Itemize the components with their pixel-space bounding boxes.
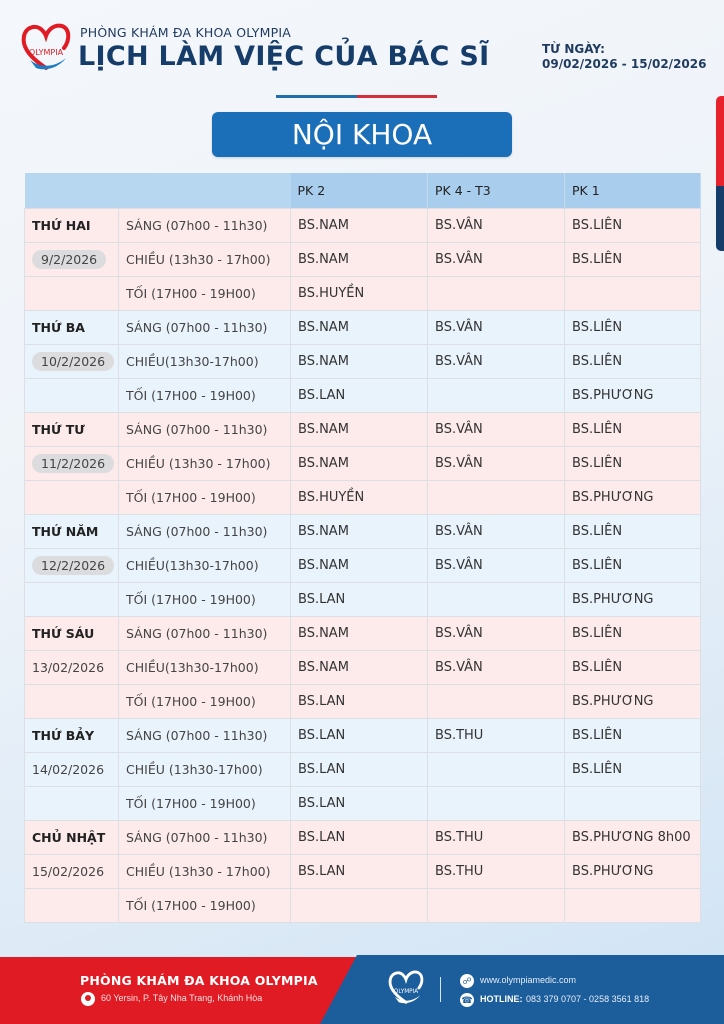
shift-cell: SÁNG (07h00 - 11h30) bbox=[119, 821, 291, 855]
day-date-cell bbox=[25, 651, 119, 685]
shift-cell: CHIỀU (13h30-17h00) bbox=[119, 753, 291, 787]
pk4-t3-doctor-cell: BS.VÂN bbox=[428, 209, 565, 243]
shift-cell: CHIỀU(13h30-17h00) bbox=[119, 345, 291, 379]
table-row bbox=[25, 855, 701, 889]
day-date: 9/2/2026 bbox=[32, 250, 106, 269]
day-date: 15/02/2026 bbox=[32, 863, 105, 879]
pk4-t3-doctor-cell: BS.VÂN bbox=[428, 515, 565, 549]
pk1-doctor-cell: BS.LIÊN bbox=[565, 311, 701, 345]
date-label: TỪ NGÀY: bbox=[542, 42, 605, 56]
pk2-doctor-cell: BS.NAM bbox=[291, 651, 428, 685]
day-date-cell bbox=[25, 753, 119, 787]
table-row bbox=[25, 821, 701, 855]
pk1-doctor-cell: BS.PHƯƠNG bbox=[565, 481, 701, 515]
olympia-logo bbox=[18, 22, 74, 74]
shift-cell: SÁNG (07h00 - 11h30) bbox=[119, 311, 291, 345]
day-date-cell bbox=[25, 243, 119, 277]
pk2-doctor-cell: BS.LAN bbox=[291, 685, 428, 719]
globe-icon: ☍ bbox=[460, 974, 474, 988]
footer-separator bbox=[440, 977, 441, 1002]
table-row bbox=[25, 379, 701, 413]
shift-cell: SÁNG (07h00 - 11h30) bbox=[119, 515, 291, 549]
day-name: THỨ BẢY bbox=[25, 719, 119, 753]
day-date: 13/02/2026 bbox=[32, 659, 105, 675]
pk4-t3-doctor-cell: BS.THU bbox=[428, 855, 565, 889]
pk4-t3-doctor-cell: BS.VÂN bbox=[428, 243, 565, 277]
pk4-t3-doctor-cell: BS.VÂN bbox=[428, 345, 565, 379]
day-name: THỨ BA bbox=[25, 311, 119, 345]
shift-cell: SÁNG (07h00 - 11h30) bbox=[119, 719, 291, 753]
pk1-doctor-cell: BS.PHƯƠNG 8h00 bbox=[565, 821, 701, 855]
shift-cell: TỐI (17H00 - 19H00) bbox=[119, 889, 291, 923]
table-row bbox=[25, 481, 701, 515]
shift-cell: TỐI (17H00 - 19H00) bbox=[119, 277, 291, 311]
pk2-doctor-cell: BS.NAM bbox=[291, 243, 428, 277]
table-row bbox=[25, 277, 701, 311]
shift-cell: CHIỀU(13h30-17h00) bbox=[119, 549, 291, 583]
pk1-doctor-cell: BS.PHƯƠNG bbox=[565, 379, 701, 413]
empty-day-cell bbox=[25, 481, 119, 515]
day-name: CHỦ NHẬT bbox=[25, 821, 119, 855]
pk2-doctor-cell: BS.LAN bbox=[291, 719, 428, 753]
date-range: 09/02/2026 - 15/02/2026 bbox=[542, 57, 707, 71]
empty-day-cell bbox=[25, 379, 119, 413]
pk2-doctor-cell: BS.NAM bbox=[291, 549, 428, 583]
empty-day-cell bbox=[25, 889, 119, 923]
title-divider-blue bbox=[276, 95, 357, 98]
footer-clinic-name: PHÒNG KHÁM ĐA KHOA OLYMPIA bbox=[80, 973, 318, 988]
shift-cell: SÁNG (07h00 - 11h30) bbox=[119, 209, 291, 243]
column-header-shift bbox=[119, 173, 291, 209]
pk4-t3-doctor-cell: BS.VÂN bbox=[428, 311, 565, 345]
day-date: 14/02/2026 bbox=[32, 761, 105, 777]
shift-cell: TỐI (17H00 - 19H00) bbox=[119, 685, 291, 719]
pk1-doctor-cell: BS.PHƯƠNG bbox=[565, 583, 701, 617]
side-accent-tab bbox=[716, 96, 724, 251]
day-date: 12/2/2026 bbox=[32, 556, 114, 575]
pk4-t3-doctor-cell bbox=[428, 583, 565, 617]
page-title: LỊCH LÀM VIỆC CỦA BÁC SĨ bbox=[78, 41, 490, 72]
pk2-doctor-cell: BS.LAN bbox=[291, 787, 428, 821]
footer-hotline-label: HOTLINE: bbox=[480, 994, 523, 1004]
day-date-cell bbox=[25, 345, 119, 379]
pk1-doctor-cell: BS.LIÊN bbox=[565, 515, 701, 549]
shift-cell: CHIỀU (13h30 - 17h00) bbox=[119, 447, 291, 481]
pk1-doctor-cell: BS.LIÊN bbox=[565, 719, 701, 753]
footer-website[interactable]: www.olympiamedic.com bbox=[480, 975, 577, 985]
footer-address: 60 Yersin, P. Tây Nha Trang, Khánh Hòa bbox=[101, 993, 263, 1003]
shift-cell: TỐI (17H00 - 19H00) bbox=[119, 481, 291, 515]
pk1-doctor-cell: BS.LIÊN bbox=[565, 447, 701, 481]
table-row bbox=[25, 413, 701, 447]
footer-olympia-logo bbox=[386, 968, 426, 1008]
column-header-pk1: PK 1 bbox=[565, 173, 701, 209]
table-row bbox=[25, 515, 701, 549]
pk1-doctor-cell: BS.LIÊN bbox=[565, 413, 701, 447]
svg-text:OLYMPIA: OLYMPIA bbox=[393, 989, 419, 995]
pk4-t3-doctor-cell bbox=[428, 379, 565, 413]
shift-cell: TỐI (17H00 - 19H00) bbox=[119, 787, 291, 821]
department-banner: NỘI KHOA bbox=[212, 112, 512, 157]
pk4-t3-doctor-cell: BS.VÂN bbox=[428, 651, 565, 685]
pk2-doctor-cell: BS.NAM bbox=[291, 413, 428, 447]
pk4-t3-doctor-cell bbox=[428, 787, 565, 821]
column-header-pk2: PK 2 bbox=[291, 173, 428, 209]
table-header-row bbox=[25, 173, 701, 209]
day-date-cell bbox=[25, 549, 119, 583]
pk4-t3-doctor-cell bbox=[428, 753, 565, 787]
table-row bbox=[25, 787, 701, 821]
day-date-cell bbox=[25, 447, 119, 481]
table-row bbox=[25, 583, 701, 617]
table-row bbox=[25, 447, 701, 481]
clinic-name: PHÒNG KHÁM ĐA KHOA OLYMPIA bbox=[80, 25, 291, 40]
table-row bbox=[25, 889, 701, 923]
footer-hotline[interactable]: 083 379 0707 - 0258 3561 818 bbox=[526, 994, 650, 1004]
pk4-t3-doctor-cell: BS.VÂN bbox=[428, 617, 565, 651]
day-date-cell bbox=[25, 855, 119, 889]
empty-day-cell bbox=[25, 787, 119, 821]
phone-icon: ☎ bbox=[461, 995, 473, 1005]
pk2-doctor-cell: BS.LAN bbox=[291, 821, 428, 855]
table-row bbox=[25, 651, 701, 685]
table-row bbox=[25, 345, 701, 379]
day-name: THỨ NĂM bbox=[25, 515, 119, 549]
column-header-pk4-t3: PK 4 - T3 bbox=[428, 173, 565, 209]
pk2-doctor-cell: BS.HUYỀN bbox=[291, 277, 428, 311]
shift-cell: CHIỀU (13h30 - 17h00) bbox=[119, 855, 291, 889]
pk2-doctor-cell: BS.LAN bbox=[291, 379, 428, 413]
shift-cell: TỐI (17H00 - 19H00) bbox=[119, 379, 291, 413]
pk2-doctor-cell bbox=[291, 889, 428, 923]
pk1-doctor-cell: BS.LIÊN bbox=[565, 651, 701, 685]
pk1-doctor-cell: BS.LIÊN bbox=[565, 753, 701, 787]
pk1-doctor-cell: BS.LIÊN bbox=[565, 345, 701, 379]
schedule-table bbox=[24, 173, 701, 923]
pk1-doctor-cell: BS.PHƯƠNG bbox=[565, 685, 701, 719]
pk2-doctor-cell: BS.LAN bbox=[291, 753, 428, 787]
day-name: THỨ SÁU bbox=[25, 617, 119, 651]
pk4-t3-doctor-cell: BS.VÂN bbox=[428, 413, 565, 447]
pk1-doctor-cell: BS.PHƯƠNG bbox=[565, 855, 701, 889]
day-date: 10/2/2026 bbox=[32, 352, 114, 371]
table-row bbox=[25, 311, 701, 345]
pk1-doctor-cell bbox=[565, 787, 701, 821]
table-row bbox=[25, 685, 701, 719]
pk1-doctor-cell bbox=[565, 277, 701, 311]
map-pin-icon bbox=[81, 992, 95, 1006]
pk4-t3-doctor-cell: BS.VÂN bbox=[428, 447, 565, 481]
pk2-doctor-cell: BS.NAM bbox=[291, 447, 428, 481]
pk4-t3-doctor-cell bbox=[428, 685, 565, 719]
table-row bbox=[25, 549, 701, 583]
pk2-doctor-cell: BS.NAM bbox=[291, 617, 428, 651]
empty-day-cell bbox=[25, 583, 119, 617]
empty-day-cell bbox=[25, 277, 119, 311]
pk2-doctor-cell: BS.NAM bbox=[291, 515, 428, 549]
pk2-doctor-cell: BS.LAN bbox=[291, 583, 428, 617]
pk1-doctor-cell: BS.LIÊN bbox=[565, 549, 701, 583]
day-name: THỨ TƯ bbox=[25, 413, 119, 447]
pk4-t3-doctor-cell: BS.THU bbox=[428, 821, 565, 855]
empty-day-cell bbox=[25, 685, 119, 719]
table-row bbox=[25, 617, 701, 651]
table-row bbox=[25, 719, 701, 753]
title-divider-red bbox=[357, 95, 437, 98]
pk4-t3-doctor-cell bbox=[428, 889, 565, 923]
table-row bbox=[25, 209, 701, 243]
pk2-doctor-cell: BS.NAM bbox=[291, 345, 428, 379]
pk1-doctor-cell: BS.LIÊN bbox=[565, 617, 701, 651]
schedule-body bbox=[25, 209, 701, 923]
pk2-doctor-cell: BS.HUYỀN bbox=[291, 481, 428, 515]
pk2-doctor-cell: BS.NAM bbox=[291, 209, 428, 243]
day-name: THỨ HAI bbox=[25, 209, 119, 243]
pk4-t3-doctor-cell bbox=[428, 277, 565, 311]
shift-cell: CHIỀU (13h30 - 17h00) bbox=[119, 243, 291, 277]
pk4-t3-doctor-cell: BS.THU bbox=[428, 719, 565, 753]
column-header-day bbox=[25, 173, 119, 209]
svg-text:OLYMPIA: OLYMPIA bbox=[28, 48, 64, 57]
table-row bbox=[25, 753, 701, 787]
table-row bbox=[25, 243, 701, 277]
shift-cell: CHIỀU(13h30-17h00) bbox=[119, 651, 291, 685]
pk4-t3-doctor-cell bbox=[428, 481, 565, 515]
pk1-doctor-cell bbox=[565, 889, 701, 923]
pk4-t3-doctor-cell: BS.VÂN bbox=[428, 549, 565, 583]
shift-cell: TỐI (17H00 - 19H00) bbox=[119, 583, 291, 617]
pk2-doctor-cell: BS.NAM bbox=[291, 311, 428, 345]
day-date: 11/2/2026 bbox=[32, 454, 114, 473]
shift-cell: SÁNG (07h00 - 11h30) bbox=[119, 617, 291, 651]
shift-cell: SÁNG (07h00 - 11h30) bbox=[119, 413, 291, 447]
pk2-doctor-cell: BS.LAN bbox=[291, 855, 428, 889]
pk1-doctor-cell: BS.LIÊN bbox=[565, 243, 701, 277]
pk1-doctor-cell: BS.LIÊN bbox=[565, 209, 701, 243]
